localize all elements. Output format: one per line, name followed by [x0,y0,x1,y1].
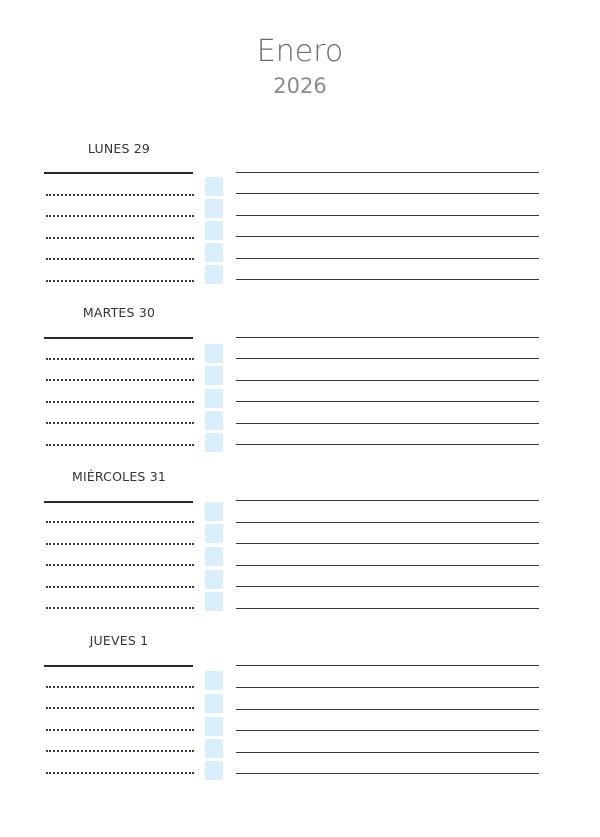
task-line[interactable] [46,358,194,360]
task-checkbox[interactable] [205,344,223,363]
day-label: JUEVES 1 [89,633,149,648]
task-line[interactable] [46,607,194,609]
task-checkbox[interactable] [205,502,223,521]
note-line[interactable] [236,172,539,173]
task-line[interactable] [46,422,194,424]
task-line[interactable] [46,194,194,196]
note-line[interactable] [236,586,539,587]
note-line[interactable] [236,608,539,609]
note-line[interactable] [236,423,539,424]
task-line[interactable] [46,379,194,381]
task-line[interactable] [46,564,194,566]
task-checkbox[interactable] [205,177,223,196]
task-line[interactable] [46,543,194,545]
day-label: MARTES 30 [82,305,156,320]
note-line[interactable] [236,215,539,216]
task-checkbox[interactable] [205,694,223,713]
note-line[interactable] [236,193,539,194]
note-line[interactable] [236,522,539,523]
note-line[interactable] [236,236,539,237]
day-block-2 [0,305,600,475]
note-line[interactable] [236,752,539,753]
task-checkbox[interactable] [205,366,223,385]
note-line[interactable] [236,730,539,731]
task-checkbox[interactable] [205,524,223,543]
day-label: MIÉRCOLES 31 [71,469,167,484]
task-checkbox[interactable] [205,433,223,452]
day-underline [44,172,193,174]
note-line[interactable] [236,279,539,280]
note-line[interactable] [236,565,539,566]
task-checkbox[interactable] [205,761,223,780]
note-line[interactable] [236,709,539,710]
task-checkbox[interactable] [205,199,223,218]
task-checkbox[interactable] [205,671,223,690]
note-line[interactable] [236,401,539,402]
note-line[interactable] [236,543,539,544]
note-line[interactable] [236,687,539,688]
task-line[interactable] [46,444,194,446]
day-underline [44,665,193,667]
month-title: Enero [256,34,344,69]
task-checkbox[interactable] [205,717,223,736]
year-title: 2026 [273,74,327,98]
task-checkbox[interactable] [205,547,223,566]
task-line[interactable] [46,750,194,752]
task-line[interactable] [46,401,194,403]
note-line[interactable] [236,500,539,501]
task-checkbox[interactable] [205,221,223,240]
day-label: LUNES 29 [87,141,151,156]
task-line[interactable] [46,215,194,217]
task-checkbox[interactable] [205,243,223,262]
task-checkbox[interactable] [205,265,223,284]
day-block-1 [0,141,600,311]
day-block-4 [0,633,600,803]
day-underline [44,501,193,503]
task-checkbox[interactable] [205,389,223,408]
task-line[interactable] [46,280,194,282]
note-line[interactable] [236,773,539,774]
note-line[interactable] [236,358,539,359]
day-underline [44,337,193,339]
task-checkbox[interactable] [205,592,223,611]
note-line[interactable] [236,337,539,338]
task-line[interactable] [46,772,194,774]
task-line[interactable] [46,521,194,523]
task-line[interactable] [46,586,194,588]
note-line[interactable] [236,258,539,259]
task-line[interactable] [46,707,194,709]
note-line[interactable] [236,444,539,445]
note-line[interactable] [236,380,539,381]
task-line[interactable] [46,686,194,688]
note-line[interactable] [236,665,539,666]
task-line[interactable] [46,237,194,239]
task-checkbox[interactable] [205,411,223,430]
task-checkbox[interactable] [205,739,223,758]
task-checkbox[interactable] [205,570,223,589]
day-block-3 [0,469,600,639]
task-line[interactable] [46,729,194,731]
task-line[interactable] [46,258,194,260]
